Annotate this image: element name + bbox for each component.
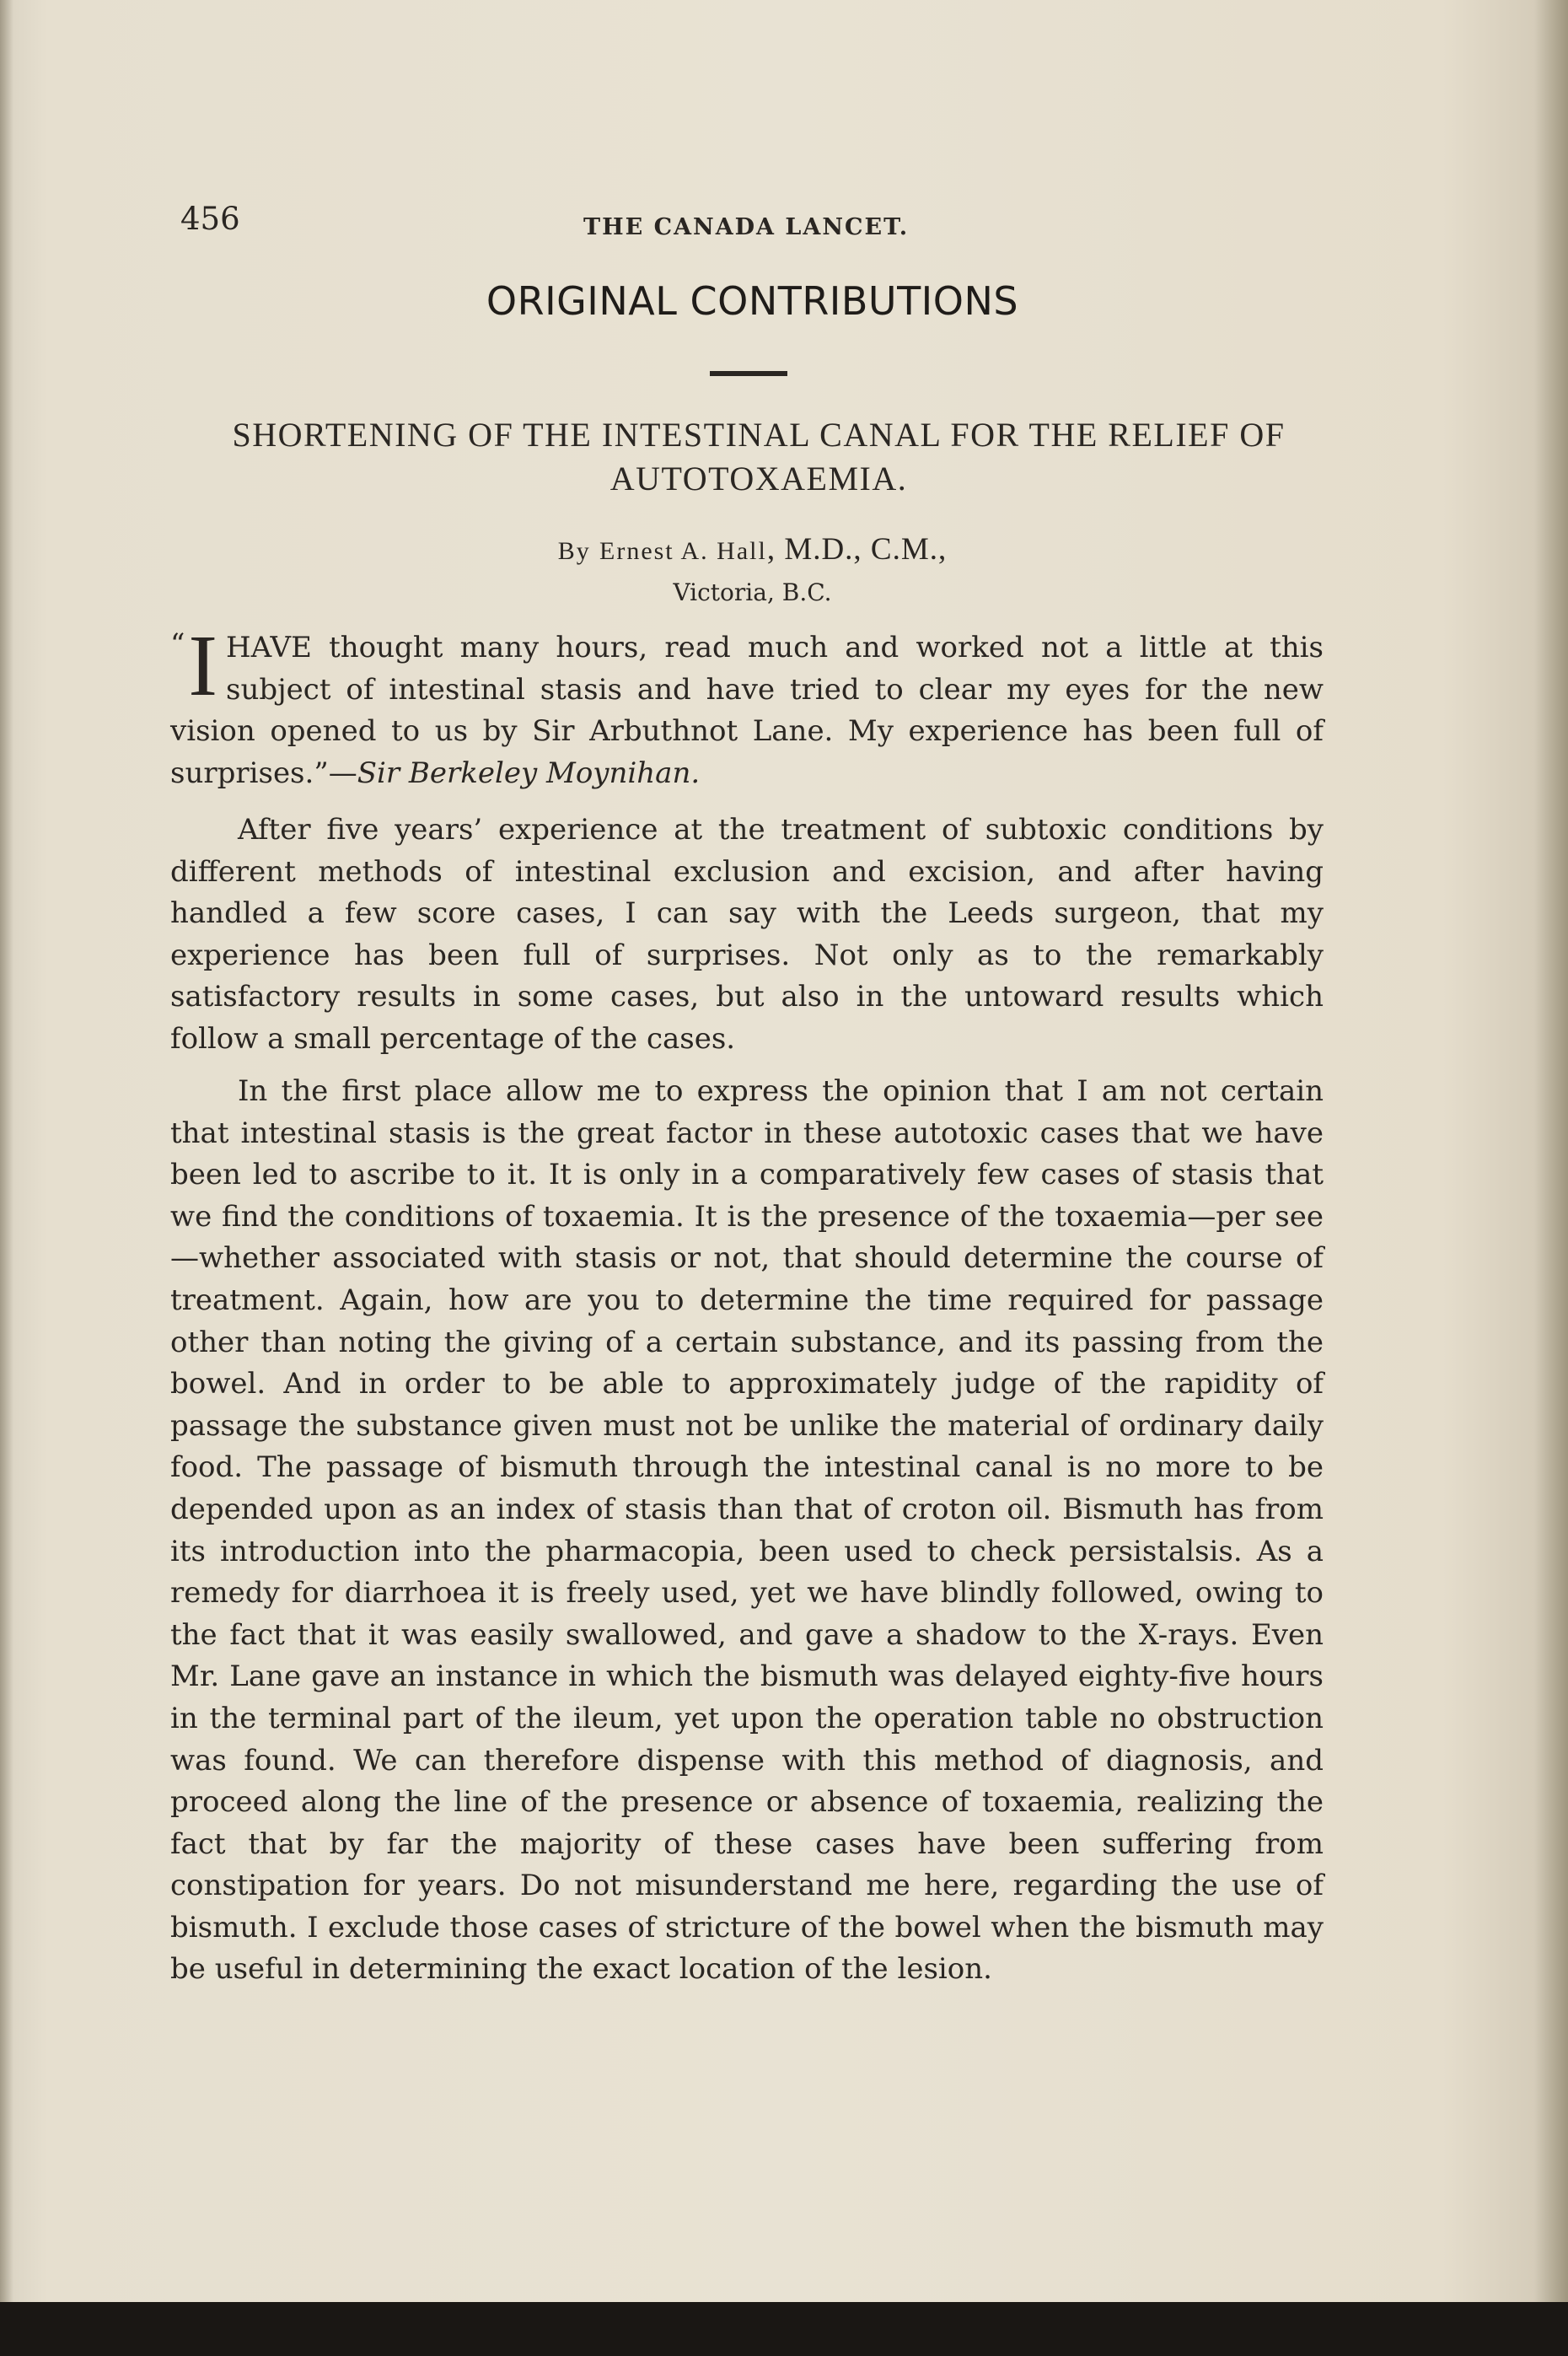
byline (0, 531, 1505, 567)
drop-cap: I (188, 617, 218, 714)
section-divider-rule (710, 371, 787, 376)
author-degrees: , M.D., C.M., (766, 532, 948, 567)
byline-prefix: By (557, 537, 591, 565)
running-header-journal-title: THE CANADA LANCET. (583, 214, 910, 240)
epigraph-attribution: Sir Berkeley Moynihan. (357, 756, 701, 790)
page-number: 456 (180, 201, 240, 237)
section-heading: ORIGINAL CONTRIBUTIONS (486, 278, 1019, 324)
epigraph-text: HAVE thought many hours, read much and worked not a little at this subject of intestinal stasis and have tried to clear my eyes for the new vision opened to us by Sir Arbuthnot Lane. My experience has been full of surprises.”— (170, 631, 1324, 790)
epigraph (170, 617, 1324, 794)
body-paragraph: After five years’ experience at the treatment of subtoxic conditions by different methods of intestinal exclusion and excision, and after having handled a few score cases, I can say with the Leeds surgeon, that my experience has been full of surprises. Not only as to the remarkably satisfactory results in some cases, but also in the untoward results which follow a small percentage of the cases. (170, 813, 1324, 1056)
article-title: SHORTENING OF THE INTESTINAL CANAL FOR THE RELIEF OF AUTOTOXAEMIA. (232, 416, 1286, 498)
author-location: Victoria, B.C. (673, 578, 832, 606)
author-name: Ernest A. Hall (599, 537, 767, 565)
epigraph-open-quote: “ (170, 627, 185, 661)
body-paragraph: In the first place allow me to express the opinion that I am not certain that intestinal stasis is the great factor in these autotoxic cases that we have been led to ascribe to it. It is only in a comparatively few cases of stasis that we find the conditions of toxaemia. It is the presence of the toxaemia—per see—whether associated with stasis or not, that should determine the course of treatment. Again, how are you to determine the time required for passage other than noting the giving of a certain substance, and its passing from the bowel. And in order to be able to approximately judge of the rapidity of passage the substance given must not be unlike the material of ordinary daily food. The passage of bismuth through the intestinal canal is no more to be depended upon as an index of stasis than that of croton oil. Bismuth has from its introduction into the pharmacopia, been used to check persistalsis. As a remedy for diarrhoea it is freely used, yet we have blindly followed, owing to the fact that it was easily swallowed, and gave a shadow to the X-rays. Even Mr. Lane gave an instance in which the bismuth was delayed eighty-five hours in the terminal part of the ileum, yet upon the operation table no obstruction was found. We can therefore dispense with this method of diagnosis, and proceed along the line of the presence or absence of toxaemia, realizing the fact that by far the majority of these cases have been suffering from constipation for years. Do not misunderstand me here, regarding the use of bismuth. I exclude those cases of stricture of the bowel when the bismuth may be useful in determining the exact location of the lesion. (170, 1074, 1324, 1987)
